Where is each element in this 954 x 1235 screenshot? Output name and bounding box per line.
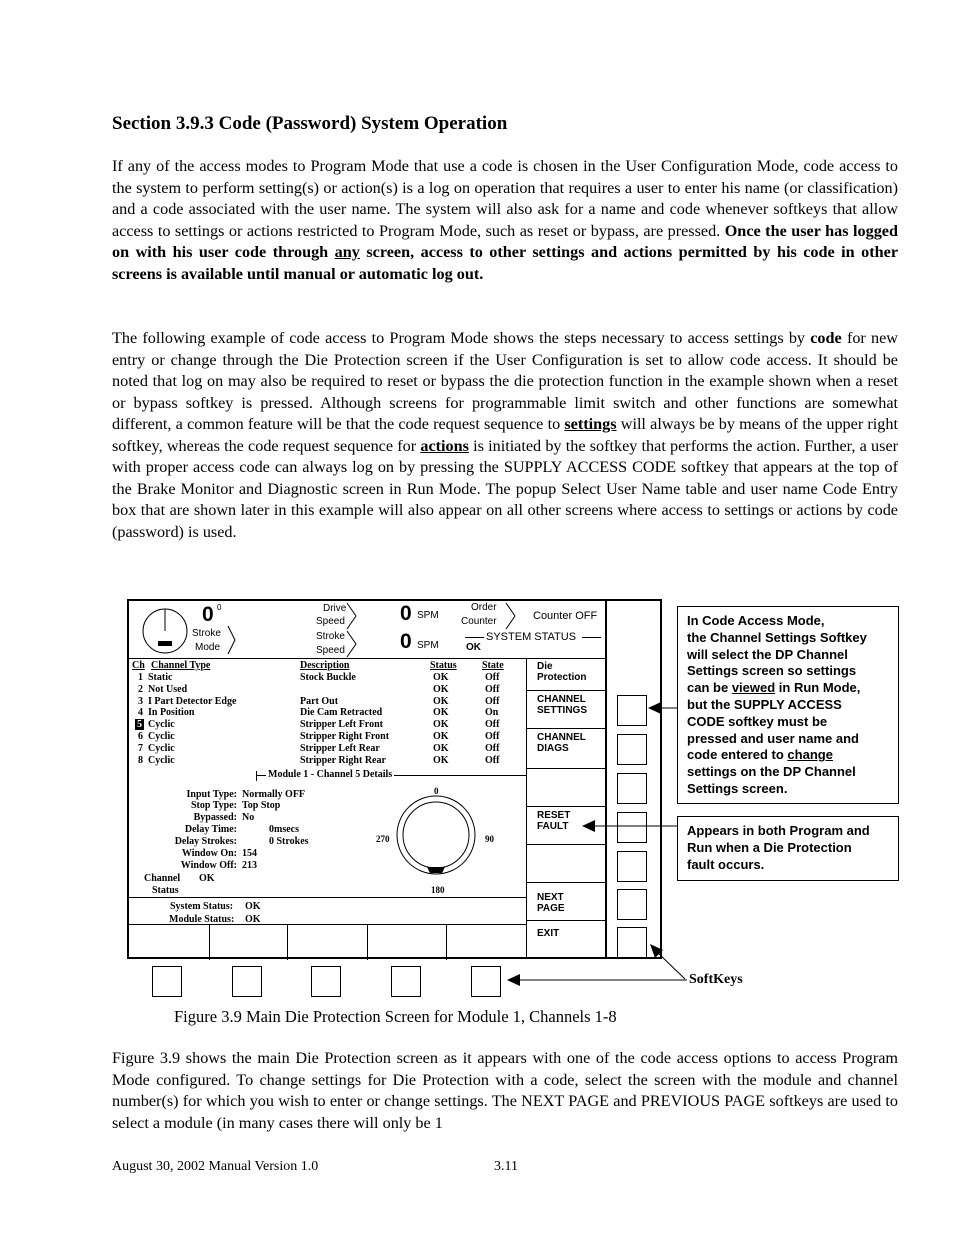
stroke-degree: 0 — [217, 603, 222, 612]
stroke-spm-unit: SPM — [417, 640, 439, 651]
channel-type: Cyclic — [148, 754, 175, 766]
arrow-left-icon — [648, 702, 661, 714]
channel-status: OK — [433, 731, 449, 742]
drive-spm-value: 0 — [400, 602, 412, 625]
channel-description: Stripper Left Front — [300, 719, 383, 731]
dial-label-270: 270 — [376, 834, 390, 844]
chevron-right-icon — [505, 602, 517, 630]
callout-channel-settings — [677, 606, 899, 804]
reset-fault-label-2: FAULT — [537, 821, 569, 832]
stroke-speed-label-2: Speed — [316, 645, 345, 656]
delay-time-label: Delay Time: — [184, 824, 237, 835]
callout-1-line: Settings screen so settings — [687, 663, 857, 679]
softkey-bottom-1[interactable] — [152, 966, 182, 997]
channel-status: OK — [433, 683, 449, 695]
footer-date-version: August 30, 2002 Manual Version 1.0 — [112, 1159, 319, 1174]
channel-status-label-2: Status — [152, 885, 179, 896]
stroke-spm-value: 0 — [400, 630, 412, 653]
channel-status: OK — [433, 754, 449, 766]
stroke-value: 0 — [202, 603, 214, 626]
callout-2-line: fault occurs. — [687, 856, 765, 872]
divider — [446, 925, 447, 960]
stop-type-label: Stop Type: — [190, 800, 237, 811]
callout-1-line — [687, 747, 889, 764]
channel-number: 2 — [138, 683, 143, 695]
dial-label-0: 0 — [434, 786, 439, 796]
channel-state: Off — [485, 695, 500, 707]
window-on-label: Window On: — [181, 848, 237, 859]
channel-state: Off — [485, 672, 500, 683]
menu-die-protection-label-2: Protection — [537, 672, 587, 683]
callout-1-line: Settings screen. — [687, 780, 788, 796]
callout-1-underline: change — [787, 747, 833, 763]
stroke-mode-label-2: Mode — [195, 642, 221, 653]
softkey-bottom-5[interactable] — [471, 966, 501, 997]
callout-1-line: but the SUPPLY ACCESS — [687, 696, 842, 712]
channel-description: Die Cam Retracted — [300, 707, 383, 719]
channel-number: 8 — [138, 754, 143, 766]
channel-state: Off — [485, 719, 500, 731]
paragraph-1-text: If any of the access modes to Program Mode that use a code is chosen in the User Configuration Mode, code access to the system to perform setting(s) or action(s) is a log on operation that requires a user to enter his name (or classification) and a code associated with the user name. The system will also ask for a name and code whenever softkeys that allow access to settings or actions restricted to Program Mode, such as reset or bypass, are pressed. — [112, 157, 898, 240]
channel-status: OK — [433, 707, 449, 719]
paragraph-1-bold-b: screen, access to other settings and actions permitted by his code in other screens is available until manual or automatic log out. — [112, 243, 899, 283]
position-dial-icon — [394, 791, 479, 883]
column-header-type: Channel Type — [151, 660, 211, 671]
menu-die-protection — [527, 658, 607, 690]
channel-description: Stock Buckle — [300, 672, 356, 683]
exit-label: EXIT — [537, 928, 560, 939]
channel-status-value: OK — [199, 873, 215, 884]
divider — [367, 925, 368, 960]
callout-1-text: code entered to — [687, 747, 784, 763]
channel-settings-label-2: SETTINGS — [537, 705, 588, 716]
paragraph-2 — [112, 328, 898, 543]
channel-type: Static — [148, 672, 173, 683]
callout-1-text: can be — [687, 680, 729, 696]
order-counter-label-1: Order — [471, 602, 497, 613]
reset-fault-label-1: RESET — [537, 810, 571, 821]
module-status-row-label: Module Status: — [169, 914, 235, 925]
figure-caption: Figure 3.9 Main Die Protection Screen for Module 1, Channels 1-8 — [174, 1007, 617, 1026]
column-header-description: Description — [300, 660, 350, 671]
callout-1-text: in Run Mode, — [778, 680, 861, 696]
channel-diags-label-2: DIAGS — [537, 743, 569, 754]
stroke-dial-icon — [141, 607, 189, 655]
divider — [129, 897, 527, 898]
system-status-row-value: OK — [245, 901, 261, 912]
drive-speed-label-1: Drive — [323, 603, 347, 614]
delay-strokes-value: 0 Strokes — [269, 836, 309, 847]
callout-reset-fault — [677, 816, 899, 881]
callout-1-line — [687, 680, 889, 697]
channel-status-label-1: Channel — [144, 873, 181, 884]
channel-number: 3 — [138, 695, 143, 707]
callout-1-line: settings on the DP Channel — [687, 764, 856, 780]
paragraph-1-bold-a: Once the user has logged on with his user code through — [112, 221, 898, 261]
delay-strokes-label: Delay Strokes: — [174, 836, 237, 847]
channel-status: OK — [433, 719, 449, 731]
paragraph-2-bold-actions: actions — [420, 436, 469, 455]
system-status-value: OK — [466, 642, 481, 653]
callout-1-line: CODE softkey must be — [687, 713, 828, 729]
softkeys-label: SoftKeys — [689, 972, 743, 987]
channel-type: Not Used — [148, 683, 188, 695]
channel-state: Off — [485, 754, 500, 766]
input-type-label: Input Type: — [186, 789, 237, 800]
divider — [465, 637, 484, 638]
window-off-label: Window Off: — [180, 860, 237, 871]
channel-status: OK — [433, 695, 449, 707]
bypassed-label: Bypassed: — [193, 812, 237, 823]
paragraph-2-bold-settings: settings — [564, 415, 617, 433]
dial-label-90: 90 — [485, 834, 494, 844]
channel-description: Stripper Right Front — [300, 731, 390, 742]
divider — [287, 925, 288, 960]
menu-die-protection-label-1: Die — [537, 661, 553, 672]
callout-1-line: the Channel Settings Softkey — [687, 629, 867, 645]
system-status-row-label: System Status: — [170, 901, 234, 912]
channel-type: Cyclic — [148, 719, 175, 731]
drive-speed-label-2: Speed — [316, 616, 345, 627]
channel-state: Off — [485, 731, 500, 742]
channel-type: Cyclic — [148, 731, 175, 742]
channel-state: Off — [485, 683, 500, 695]
divider-tick — [256, 771, 258, 781]
column-header-status: Status — [430, 660, 457, 671]
dial-label-180: 180 — [431, 885, 445, 895]
paragraph-3: Figure 3.9 shows the main Die Protection screen as it appears with one of the code access options to access Program Mode configured. To change settings for Die Protection with a code, select the screen with the module and channel number(s) for which you wish to enter or change settings. The NEXT PAGE and PREVIOUS PAGE softkeys are used to select a module (in many cases there will only be 1 — [112, 1049, 898, 1132]
counter-status: Counter OFF — [533, 610, 598, 622]
delay-time-value: 0msecs — [269, 824, 299, 835]
divider — [209, 925, 210, 960]
channel-number: 1 — [138, 672, 143, 683]
paragraph-2-text-4: is initiated by the softkey that performs the action. Further, a user with proper access code can always log on by pressing the SUPPLY ACCESS CODE softkey that appears at the top of the Brake Monitor and Diagnostic screen in Run Mode. The popup Select User Name table and user name Code Entry box that are shown later in this example will also appear on all other screens where access to settings or actions by code (password) is used. — [112, 436, 899, 541]
column-header-ch: Ch — [132, 660, 145, 671]
channel-settings-label-1: CHANNEL — [537, 694, 586, 705]
channel-table — [132, 660, 527, 770]
callout-1-line: pressed and user name and — [687, 730, 859, 746]
chevron-right-icon — [227, 625, 237, 655]
paragraph-2-text-3: will always be by means of the upper right softkey, whereas the code request sequence for — [112, 415, 898, 455]
callout-1-line: In Code Access Mode, — [687, 613, 825, 628]
paragraph-2-text-1: The following example of code access to Program Mode shows the steps necessary to access settings by — [112, 329, 806, 347]
channel-type: Cyclic — [148, 742, 175, 754]
bottom-softkey-bar — [129, 924, 527, 960]
window-off-value: 213 — [242, 860, 257, 871]
channel-number: 6 — [138, 731, 143, 742]
arrow-left-icon — [507, 974, 520, 986]
callout-2-line: Run when a Die Protection — [687, 839, 852, 855]
channel-type: I Part Detector Edge — [148, 695, 237, 707]
drive-spm-unit: SPM — [417, 610, 439, 621]
softkeys-arrow — [505, 970, 690, 990]
module-detail-title: Module 1 - Channel 5 Details — [268, 769, 393, 780]
order-counter-label-2: Counter — [461, 616, 497, 627]
paragraph-2-bold-code: code — [810, 329, 842, 347]
softkey-bottom-2[interactable] — [232, 966, 262, 997]
channel-state: Off — [485, 742, 500, 754]
next-page-label-1: NEXT — [537, 892, 564, 903]
callout-2-line: Appears in both Program and — [687, 823, 870, 838]
system-status-label: SYSTEM STATUS — [486, 631, 577, 643]
channel-number: 5 — [137, 719, 142, 731]
chevron-right-icon — [346, 630, 358, 658]
channel-description: Stripper Left Rear — [300, 742, 380, 754]
bypassed-value: No — [242, 812, 255, 823]
module-status-row-value: OK — [245, 914, 261, 925]
channel-status: OK — [433, 672, 449, 683]
paragraph-2-text-2: for new entry or change through the Die Protection screen if the User Configuration is set to allow code access. It should be noted that log on may also be required to reset or bypass the die protection function in the example shown when a reset or bypass softkey is pressed. Although screens for programmable limit switch and other functions are somewhat different, a common feature will be that the code request sequence to — [112, 329, 898, 433]
channel-status: OK — [433, 742, 449, 754]
channel-state: On — [485, 707, 499, 719]
channel-description: Part Out — [300, 695, 339, 707]
stroke-speed-label-1: Stroke — [316, 631, 345, 642]
callout-1-underline: viewed — [731, 680, 776, 696]
paragraph-1-bold-underline: any — [334, 243, 360, 261]
callout-1-line: will select the DP Channel — [687, 646, 848, 662]
section-heading: Section 3.9.3 Code (Password) System Operation — [112, 113, 508, 134]
die-protection-screen — [127, 599, 607, 959]
window-on-value: 154 — [242, 848, 257, 859]
stop-type-value: Top Stop — [242, 800, 281, 811]
input-type-value: Normally OFF — [242, 789, 306, 800]
chevron-right-icon — [346, 602, 358, 630]
channel-type: In Position — [148, 707, 195, 719]
paragraph-1 — [112, 156, 898, 285]
channel-number: 7 — [138, 742, 143, 754]
column-header-state: State — [482, 660, 504, 671]
softkey-bottom-4[interactable] — [391, 966, 421, 997]
channel-number: 4 — [138, 707, 143, 719]
callout-arrows — [580, 690, 700, 990]
arrow-left-icon — [582, 820, 595, 832]
footer-page-number: 3.11 — [494, 1159, 518, 1174]
channel-description: Stripper Right Rear — [300, 754, 386, 766]
channel-diags-label-1: CHANNEL — [537, 732, 586, 743]
divider — [582, 637, 601, 638]
next-page-label-2: PAGE — [537, 903, 565, 914]
softkey-bottom-3[interactable] — [311, 966, 341, 997]
stroke-mode-label-1: Stroke — [192, 628, 221, 639]
screen-header — [129, 601, 605, 658]
